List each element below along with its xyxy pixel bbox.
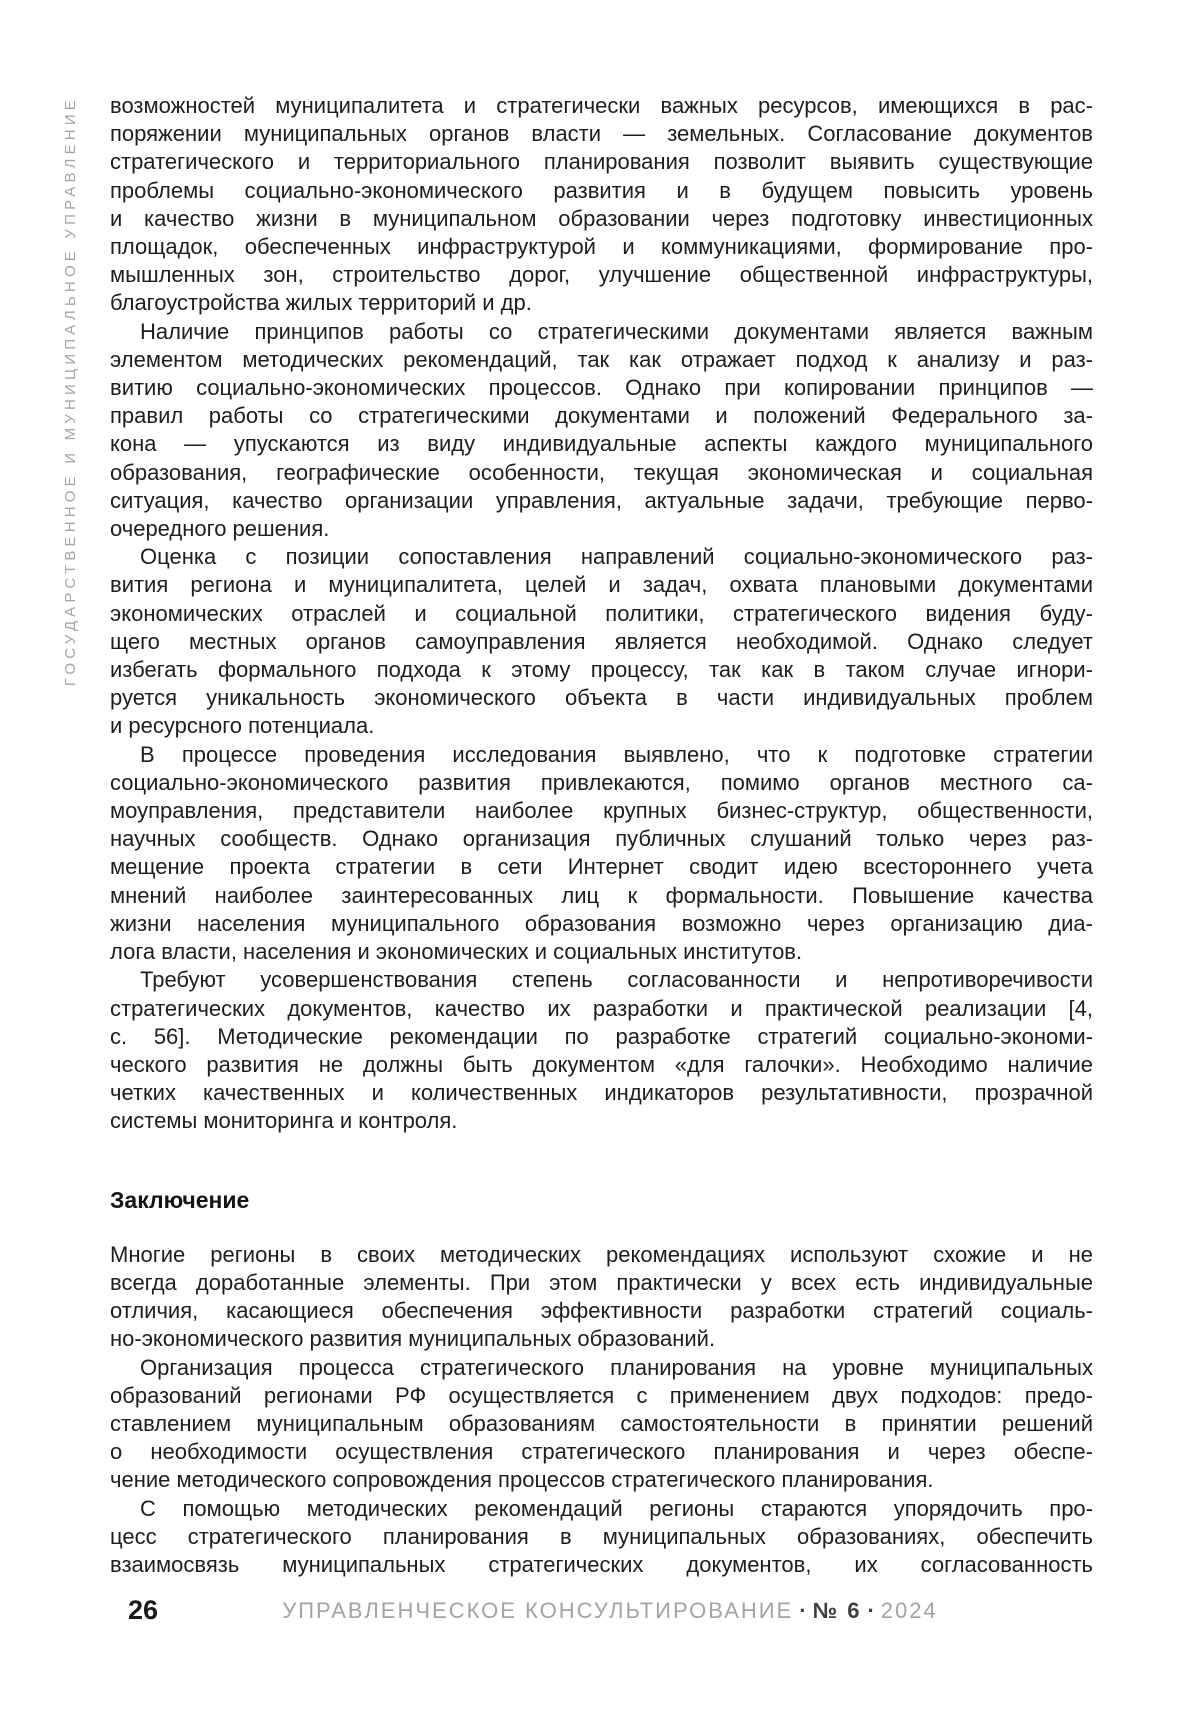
text-line: очередного решения.: [110, 516, 330, 542]
text-line: возможностей муниципалитета и стратегически важных ресурсов, имеющихся в рас-: [110, 93, 1093, 118]
text-line: жизни населения муниципального образования возможно через организацию диа-: [110, 910, 1093, 936]
text-line: щего местных органов самоуправления является необходимой. Однако следует: [110, 628, 1093, 654]
footer: [0, 1595, 1200, 1635]
issue-year: 2024: [880, 1598, 938, 1623]
text-line: всегда доработанные элементы. При этом практически у всех есть индивидуальные: [110, 1269, 1093, 1295]
text-line: мышленных зон, строительство дорог, улучшение общественной инфраструктуры,: [110, 262, 1093, 288]
text-line: взаимосвязь муниципальных стратегических документов, их согласованность: [110, 1551, 1093, 1577]
text-line: научных сообществ. Однако организация публичных слушаний только через раз-: [110, 826, 1093, 852]
paragraph: [110, 318, 1093, 544]
text-line: проблемы социально-экономического развития и в будущем повысить уровень: [110, 177, 1093, 203]
text-line: социально-экономического развития привлекаются, помимо органов местного са-: [110, 769, 1093, 795]
text-line: Организация процесса стратегического планирования на уровне муниципальных: [140, 1354, 1093, 1380]
text-line: ческого развития не должны быть документом «для галочки». Необходимо наличие: [110, 1051, 1093, 1077]
text-line: образования, географические особенности, текущая экономическая и социальная: [110, 459, 1093, 485]
journal-line: [110, 1598, 1110, 1624]
text-line: и ресурсного потенциала.: [110, 713, 375, 739]
text-line: правил работы со стратегическими документами и положений Федерального за-: [110, 403, 1093, 429]
paragraph: [110, 1495, 1093, 1580]
text-line: Оценка с позиции сопоставления направлений социально-экономического раз-: [140, 544, 1093, 570]
paragraph: [110, 741, 1093, 967]
paragraph: [110, 92, 1093, 318]
sidebar-running-head: ГОСУДАРСТВЕННОЕ И МУНИЦИПАЛЬНОЕ УПРАВЛЕНИЕ: [62, 96, 79, 687]
paragraph: [110, 543, 1093, 740]
journal-name: УПРАВЛЕНЧЕСКОЕ КОНСУЛЬТИРОВАНИЕ: [282, 1598, 794, 1623]
text-line: лога власти, населения и экономических и социальных институтов.: [110, 939, 803, 965]
text-line: но-экономического развития муниципальных образований.: [110, 1326, 716, 1352]
text-line: руется уникальность экономического объекта в части индивидуальных проблем: [110, 685, 1093, 711]
paragraph: [110, 1354, 1093, 1495]
article-body: [110, 92, 1093, 1579]
text-line: стратегических документов, качество их разработки и практической реализации [4,: [110, 995, 1093, 1021]
paragraph: [110, 966, 1093, 1135]
text-line: моуправления, представители наиболее крупных бизнес-структур, общественности,: [110, 798, 1093, 824]
text-line: избегать формального подхода к этому процессу, так как в таком случае игнори-: [110, 657, 1093, 683]
paragraph: [110, 1241, 1093, 1354]
text-line: благоустройства жилых территорий и др.: [110, 290, 532, 316]
separator-dot: ·: [799, 1598, 807, 1623]
text-line: В процессе проведения исследования выявлено, что к подготовке стратегии: [140, 741, 1093, 767]
text-line: ставлением муниципальным образованиям самостоятельности в принятии решений: [110, 1410, 1093, 1436]
text-line: системы мониторинга и контроля.: [110, 1108, 458, 1134]
text-line: отличия, касающиеся обеспечения эффективности разработки стратегий социаль-: [110, 1298, 1093, 1324]
page-number: 26: [128, 1595, 159, 1625]
text-line: С помощью методических рекомендаций регионы стараются упорядочить про-: [140, 1495, 1093, 1521]
text-line: мнений наиболее заинтересованных лиц к формальности. Повышение качества: [110, 882, 1093, 908]
issue-number: № 6: [812, 1598, 862, 1623]
text-line: образований регионами РФ осуществляется с применением двух подходов: предо-: [110, 1382, 1093, 1408]
text-line: Наличие принципов работы со стратегическими документами является важным: [140, 318, 1093, 344]
text-line: чение методического сопровождения процессов стратегического планирования.: [110, 1467, 934, 1493]
text-line: о необходимости осуществления стратегического планирования и через обеспе-: [110, 1439, 1093, 1465]
text-line: элементом методических рекомендаций, так как отражает подход к анализу и раз-: [110, 346, 1093, 372]
text-line: с. 56]. Методические рекомендации по разработке стратегий социально-экономи-: [110, 1023, 1093, 1049]
text-line: Требуют усовершенствования степень согласованности и непротиворечивости: [140, 967, 1093, 993]
text-line: цесс стратегического планирования в муниципальных образованиях, обеспечить: [110, 1523, 1093, 1549]
text-line: четких качественных и количественных индикаторов результативности, прозрачной: [110, 1080, 1093, 1106]
text-line: площадок, обеспеченных инфраструктурой и коммуникациями, формирование про-: [110, 234, 1093, 260]
text-line: ситуация, качество организации управления, актуальные задачи, требующие перво-: [110, 487, 1093, 513]
text-line: мещение проекта стратегии в сети Интернет сводит идею всестороннего учета: [110, 854, 1093, 880]
text-line: вития региона и муниципалитета, целей и задач, охвата плановыми документами: [110, 572, 1093, 598]
text-line: экономических отраслей и социальной политики, стратегического видения буду-: [110, 600, 1093, 626]
text-line: витию социально-экономических процессов. Однако при копировании принципов —: [110, 375, 1093, 401]
section-heading: Заключение: [110, 1186, 250, 1213]
text-line: стратегического и территориального планирования позволит выявить существующие: [110, 149, 1093, 175]
text-line: и качество жизни в муниципальном образовании через подготовку инвестиционных: [110, 205, 1093, 231]
text-line: поряжении муниципальных органов власти — земельных. Согласование документов: [110, 121, 1093, 147]
text-line: Многие регионы в своих методических рекомендациях используют схожие и не: [110, 1241, 1093, 1267]
separator-dot: ·: [867, 1598, 875, 1623]
text-line: кона — упускаются из виду индивидуальные аспекты каждого муниципального: [110, 431, 1093, 457]
